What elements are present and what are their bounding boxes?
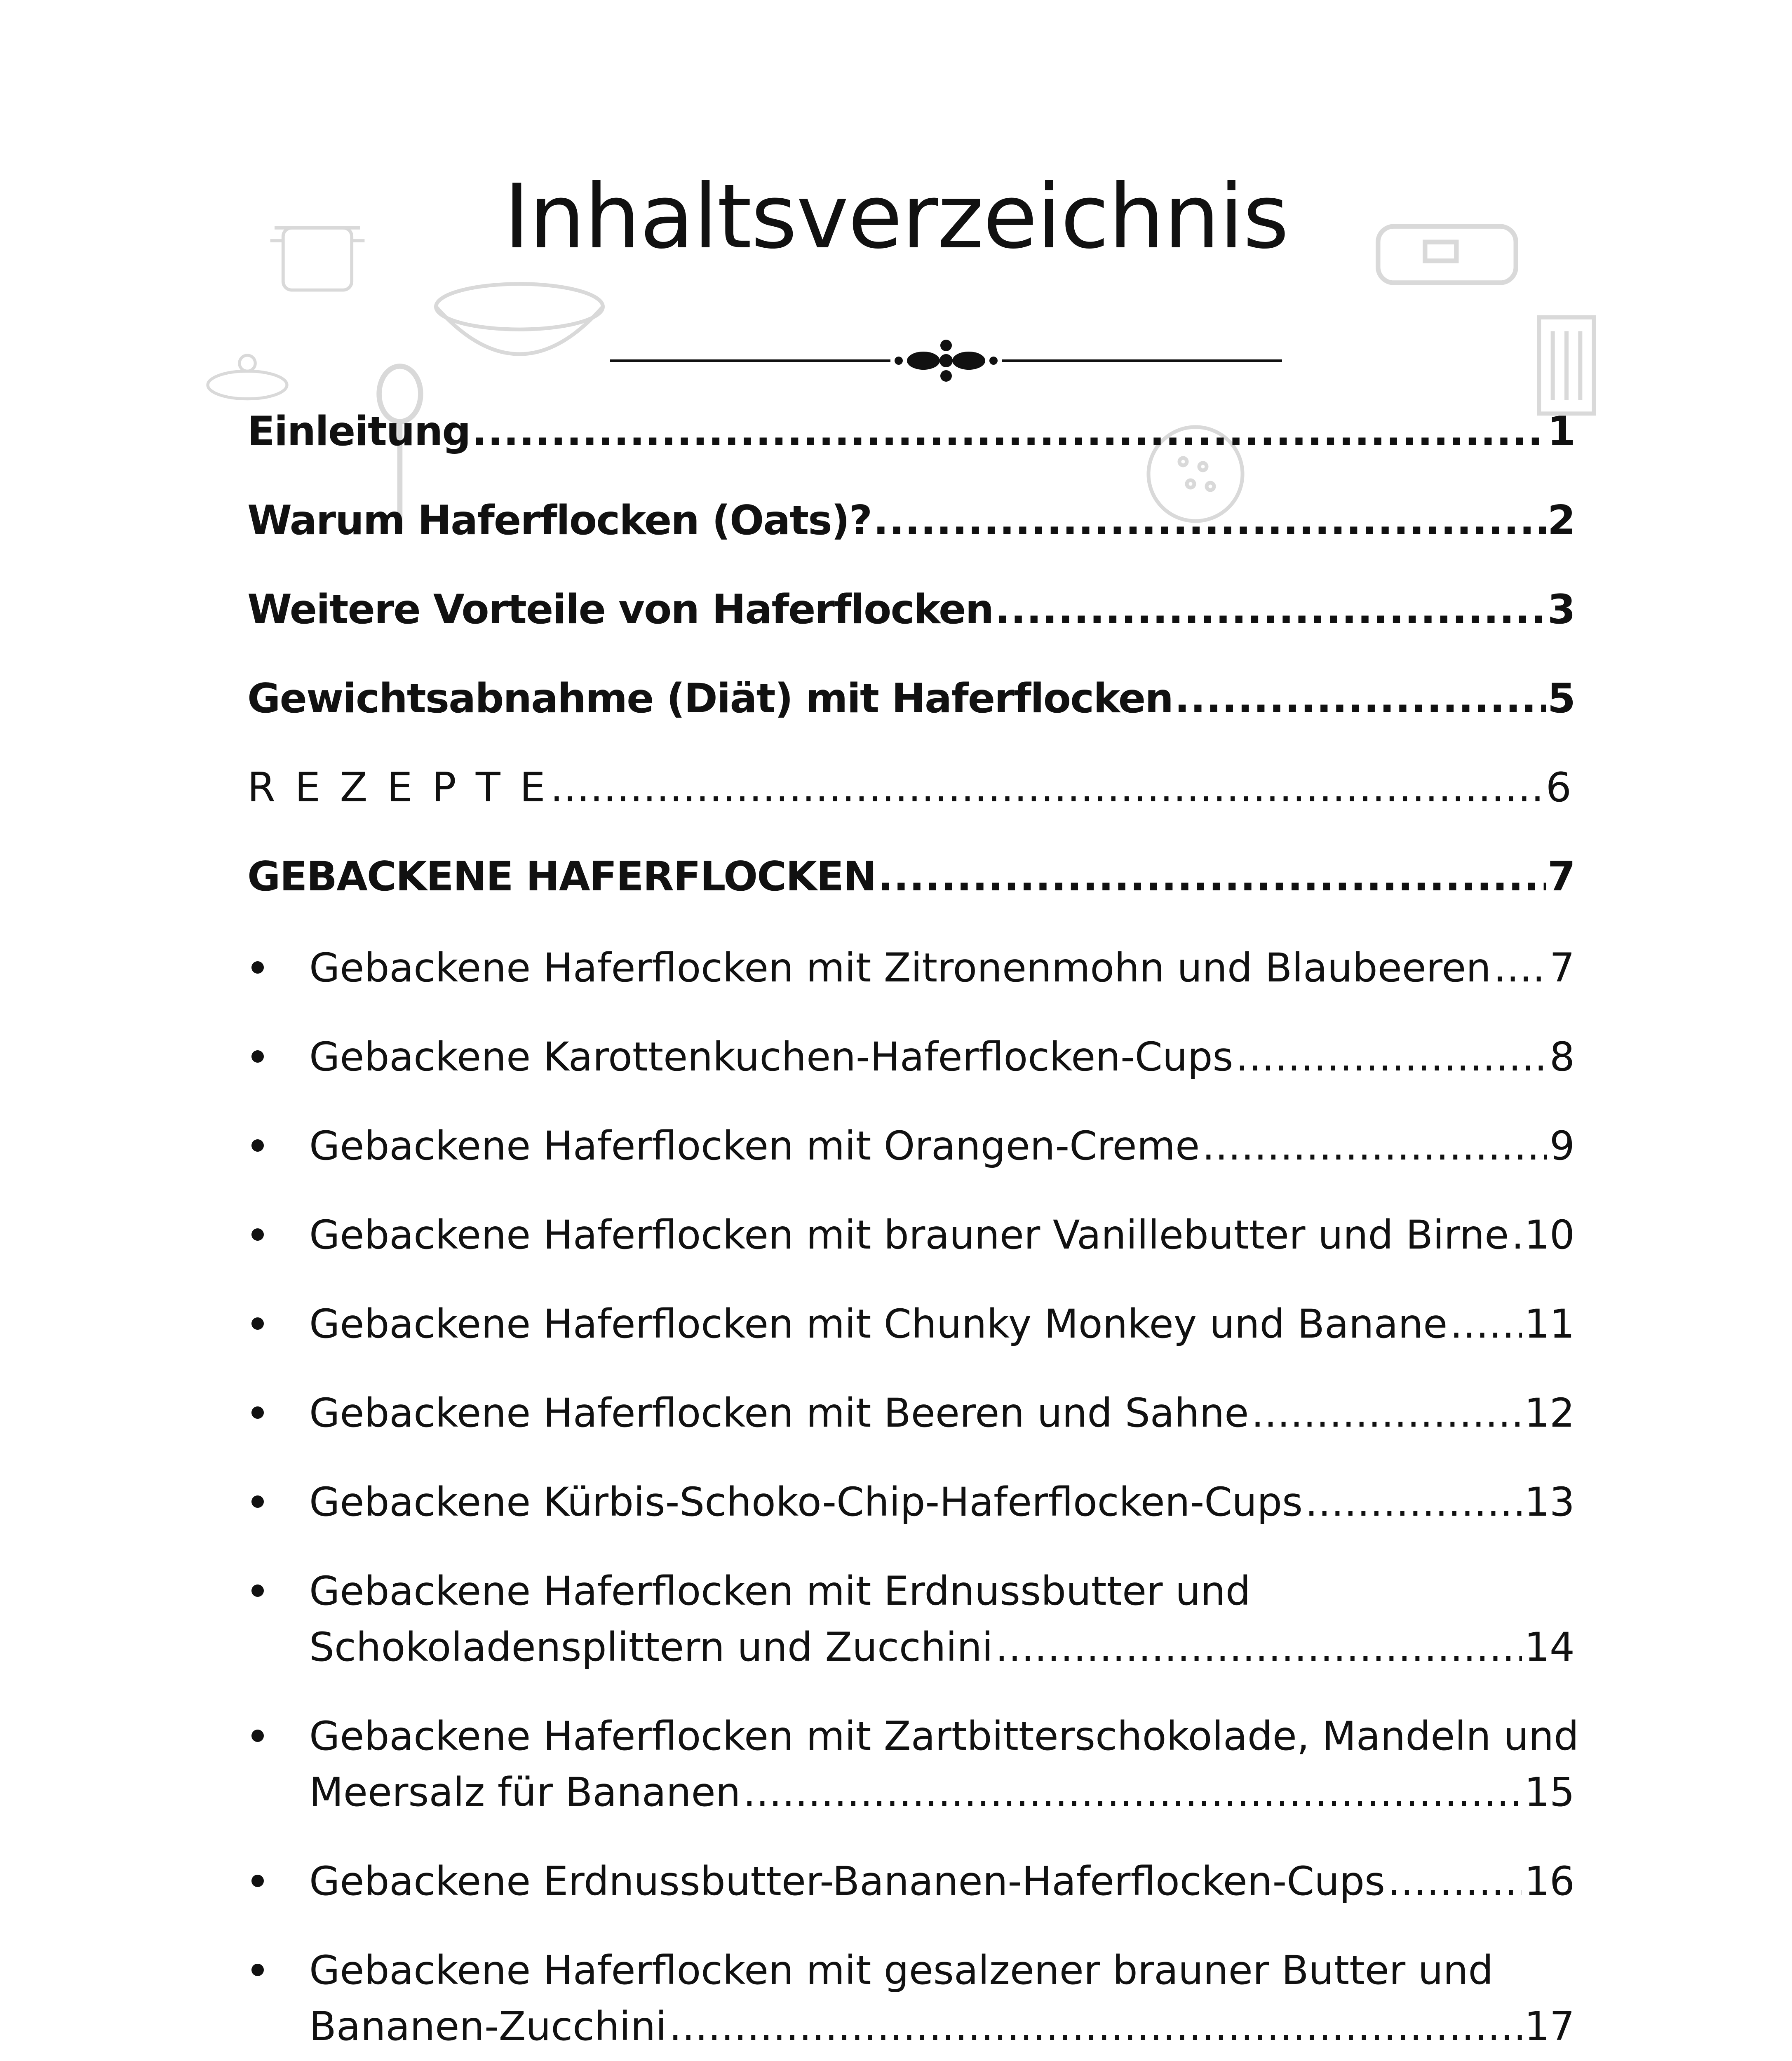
toc-heading-label: Einleitung — [247, 408, 470, 455]
dot-leader — [1511, 1207, 1522, 1263]
dot-leader — [1388, 1853, 1522, 1909]
dot-leader — [996, 1619, 1522, 1675]
toc-heading-label: R E Z E P T E — [247, 764, 549, 811]
bullet-icon — [251, 1228, 264, 1241]
bullet-icon — [251, 1050, 264, 1063]
toc-heading-label: Warum Haferflocken (Oats)? — [247, 497, 872, 544]
toc-page-number: 3 — [1547, 586, 1575, 633]
toc-page-number: 5 — [1547, 675, 1575, 722]
toc-page-number: 2 — [1547, 497, 1575, 544]
toc-page-number: 10 — [1524, 1212, 1575, 1258]
dot-leader — [1251, 1385, 1522, 1441]
dot-leader — [1236, 1029, 1547, 1085]
bowl-icon — [425, 264, 614, 387]
toc-item-label: Gebackene Karottenkuchen-Haferflocken-Cups — [309, 1034, 1233, 1080]
bullet-icon — [251, 1964, 264, 1976]
bullet-icon — [251, 961, 264, 974]
toc-item-label: Gebackene Kürbis-Schoko-Chip-Haferflocken-Cups — [309, 1479, 1303, 1525]
toc-page-number: 1 — [1547, 408, 1575, 455]
toc-item-label-line1: Gebackene Haferflocken mit Erdnussbutter und — [309, 1568, 1251, 1614]
toc-page-number: 6 — [1545, 764, 1575, 811]
toc-heading[interactable] — [247, 675, 1575, 722]
toc-heading[interactable] — [247, 853, 1575, 900]
toc-page-number: 17 — [1524, 2003, 1575, 2049]
ornament-divider-icon — [610, 338, 1282, 383]
toc-item-label: Gebackene Haferflocken mit Orangen-Creme — [309, 1123, 1200, 1169]
toc-heading-label: Weitere Vorteile von Haferflocken — [247, 586, 993, 633]
toc-page-number: 7 — [1547, 853, 1575, 900]
bullet-icon — [251, 1406, 264, 1419]
toc-page-number: 9 — [1549, 1123, 1575, 1169]
dot-leader — [743, 1764, 1522, 1820]
toc-item-label: Bananen-Zucchini — [309, 2003, 667, 2049]
bullet-icon — [251, 1584, 264, 1597]
toc-item-label-line1: Gebackene Haferflocken mit gesalzener brauner Butter und — [309, 1947, 1494, 1993]
toc-item-label: Gebackene Erdnussbutter-Bananen-Haferflocken-Cups — [309, 1858, 1386, 1904]
toc-heading[interactable] — [247, 586, 1575, 633]
toc-heading[interactable] — [247, 408, 1575, 455]
toc-item-label: Gebackene Haferflocken mit Beeren und Sahne — [309, 1390, 1249, 1436]
toc-page-number: 8 — [1549, 1034, 1575, 1080]
toc-item-label: Gebackene Haferflocken mit Chunky Monkey und Banane — [309, 1301, 1448, 1347]
grater-icon — [1525, 289, 1608, 429]
dot-leader — [550, 764, 1544, 811]
page-title: Inhaltsverzeichnis — [504, 165, 1288, 268]
toc-heading[interactable] — [247, 764, 1575, 811]
bullet-icon — [251, 1495, 264, 1508]
toc-item-label-line1: Gebackene Haferflocken mit Zartbitterschokolade, Mandeln und — [309, 1713, 1579, 1759]
toc-heading[interactable] — [247, 497, 1575, 544]
dot-leader — [669, 1998, 1522, 2054]
dot-leader — [1174, 675, 1546, 722]
dot-leader — [1450, 1296, 1522, 1352]
dot-leader — [873, 497, 1546, 544]
dot-leader — [1494, 940, 1547, 996]
bullet-icon — [251, 1317, 264, 1330]
bullet-icon — [251, 1875, 264, 1887]
toc-page-number: 14 — [1524, 1624, 1575, 1670]
toc-page-number: 13 — [1524, 1479, 1575, 1525]
toc-item-label: Gebackene Haferflocken mit brauner Vanillebutter und Birne — [309, 1212, 1509, 1258]
bullet-icon — [251, 1730, 264, 1742]
toc-page-number: 11 — [1524, 1301, 1575, 1347]
dot-leader — [995, 586, 1546, 633]
toc-item-label: Meersalz für Bananen — [309, 1769, 741, 1815]
toc-heading-label: GEBACKENE HAFERFLOCKEN — [247, 853, 876, 900]
toc-item-label: Schokoladensplittern und Zucchini — [309, 1624, 993, 1670]
dot-leader — [1202, 1118, 1547, 1174]
toc-page-number: 12 — [1524, 1390, 1575, 1436]
toc-heading-label: Gewichtsabnahme (Diät) mit Haferflocken — [247, 675, 1173, 722]
toc-item-label: Gebackene Haferflocken mit Zitronenmohn und Blaubeeren — [309, 945, 1491, 991]
dot-leader — [1305, 1474, 1522, 1530]
toc-page-number: 7 — [1549, 945, 1575, 991]
dot-leader — [878, 853, 1546, 900]
bullet-icon — [251, 1139, 264, 1152]
toc-page-number: 16 — [1524, 1858, 1575, 1904]
dot-leader — [472, 408, 1546, 455]
toc-page-number: 15 — [1524, 1769, 1575, 1815]
